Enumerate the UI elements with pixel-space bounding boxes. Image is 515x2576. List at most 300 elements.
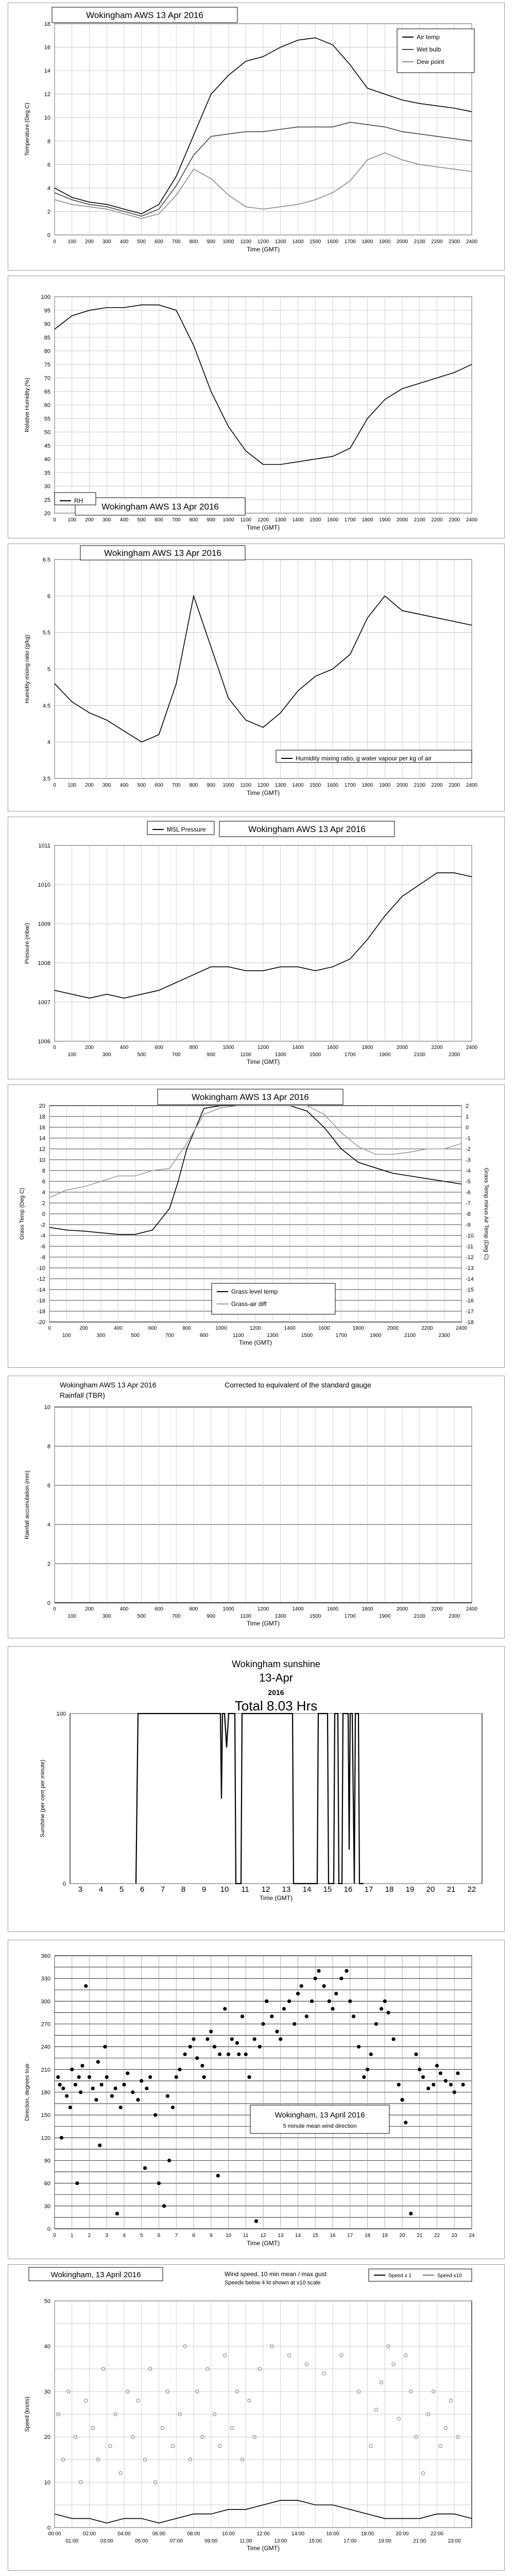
x-tick-label: 800 <box>189 517 198 523</box>
y-axis-label: Sunshine (per cent per minute) <box>40 1759 46 1838</box>
x-axis-label: Time (GMT) <box>246 789 280 796</box>
legend-entry-wet-bulb: Wet bulb <box>417 46 441 53</box>
x-tick-label: 1900 <box>379 1614 391 1619</box>
y-tick-label: 65 <box>44 388 50 395</box>
x-tick-label: 2400 <box>466 239 478 245</box>
data-point <box>339 1977 343 1980</box>
y2-tick-label: -8 <box>466 1211 471 1217</box>
x-tick-label: 2000 <box>396 1606 408 1612</box>
x-tick-label: 1600 <box>327 517 339 523</box>
x-tick-label: 1000 <box>222 1045 234 1050</box>
x-axis-label: Time (GMT) <box>246 2240 280 2247</box>
x-tick-label: 2400 <box>466 783 478 788</box>
y-tick-label: 18 <box>39 1114 45 1120</box>
wind-direction-chart-panel <box>8 1940 505 2259</box>
x-tick-label: 7 <box>160 1885 165 1894</box>
x-tick-label: 15 <box>312 2233 318 2239</box>
data-point <box>404 2121 407 2124</box>
x-tick-label: 11 <box>241 1885 249 1894</box>
x-tick-label: 2200 <box>431 1606 443 1612</box>
x-tick-label: 900 <box>207 239 216 245</box>
x-tick-label: 2200 <box>431 517 443 523</box>
wind-speed-chart <box>8 2265 504 2570</box>
y-tick-label: 0 <box>47 2525 50 2531</box>
data-point <box>310 1999 314 2003</box>
x-tick-label: 1900 <box>379 517 391 523</box>
y-tick-label: 1010 <box>38 882 50 888</box>
x-tick-label: 1900 <box>379 1052 391 1058</box>
x-tick-label: 17 <box>347 2233 353 2239</box>
x-tick-label: 0 <box>53 1045 56 1050</box>
x-tick-label: 17 <box>364 1885 373 1894</box>
data-point <box>119 2106 123 2109</box>
y-tick-label: -8 <box>40 1255 45 1261</box>
y-tick-label: 20 <box>44 511 50 517</box>
x-tick-label: 02:00 <box>82 2531 96 2537</box>
x-tick-label: 4 <box>123 2233 126 2239</box>
y-tick-label: 40 <box>44 2344 50 2350</box>
x-tick-label: 0 <box>53 517 56 523</box>
y-tick-label: 5.5 <box>42 630 50 636</box>
x-tick-label: 2100 <box>414 517 425 523</box>
data-point <box>153 2113 157 2117</box>
x-axis-label: Time (GMT) <box>246 246 280 253</box>
data-point <box>435 2064 439 2067</box>
x-tick-label: 1000 <box>222 1606 234 1612</box>
y-tick-label: 10 <box>39 1157 45 1163</box>
x-tick-label: 900 <box>199 1333 209 1338</box>
chart-year: 2016 <box>268 1688 284 1697</box>
y-tick-label: 6 <box>42 1179 45 1185</box>
y-tick-label: 70 <box>44 375 50 382</box>
data-point <box>369 2053 373 2056</box>
data-point <box>397 2083 401 2087</box>
x-tick-label: 1100 <box>240 517 252 523</box>
data-point <box>171 2106 175 2109</box>
x-tick-label: 900 <box>207 1052 216 1058</box>
x-tick-label: 17:00 <box>344 2538 357 2544</box>
x-tick-label: 19 <box>405 1885 415 1894</box>
x-tick-label: 400 <box>119 239 129 245</box>
y-tick-label: 90 <box>44 2158 50 2164</box>
x-tick-label: 1100 <box>232 1333 244 1338</box>
data-point <box>136 2098 140 2102</box>
x-tick-label: 100 <box>67 517 77 523</box>
data-point <box>205 2037 209 2041</box>
y2-tick-label: -7 <box>466 1200 471 1207</box>
pressure-chart-panel <box>8 817 505 1079</box>
data-point <box>84 1984 88 1988</box>
y2-tick-label: -5 <box>466 1179 471 1185</box>
y2-tick-label: -11 <box>466 1244 474 1250</box>
wind-speed-chart-panel <box>8 2264 505 2571</box>
x-tick-label: 21 <box>447 1885 456 1894</box>
data-point <box>421 2075 425 2079</box>
y-tick-label: 6.5 <box>42 557 50 563</box>
data-point <box>216 2174 220 2177</box>
x-tick-label: 100 <box>62 1333 71 1338</box>
y-axis-label: Speed (knots) <box>24 2396 30 2432</box>
mixing-ratio-chart <box>8 544 504 811</box>
data-point <box>209 2030 213 2033</box>
y-tick-label: 8 <box>42 1168 45 1174</box>
grass-chart <box>8 1085 504 1367</box>
legend <box>369 2269 472 2281</box>
y-tick-label: 210 <box>41 2066 50 2073</box>
data-point <box>453 2090 456 2094</box>
chart-subtitle: Rainfall (TBR) <box>60 1391 105 1399</box>
data-point <box>148 2075 152 2079</box>
x-axis-label: Time (GMT) <box>246 1058 280 1065</box>
x-tick-label: 0 <box>53 2233 56 2239</box>
data-point <box>79 2090 82 2094</box>
x-tick-label: 400 <box>113 1326 123 1331</box>
data-point <box>258 2045 262 2048</box>
x-tick-label: 2400 <box>455 1326 468 1331</box>
y2-tick-label: -18 <box>466 1319 474 1326</box>
data-point <box>357 2045 360 2048</box>
x-tick-label: 13 <box>278 2233 284 2239</box>
data-point <box>386 2011 390 2014</box>
data-point <box>235 2041 239 2045</box>
data-point <box>227 2053 230 2056</box>
x-tick-label: 400 <box>119 1045 129 1050</box>
x-tick-label: 1700 <box>344 783 356 788</box>
x-tick-label: 1800 <box>362 1045 373 1050</box>
x-tick-label: 1700 <box>335 1333 347 1338</box>
x-tick-label: 07:00 <box>169 2538 183 2544</box>
y-tick-label: 6 <box>47 1483 50 1489</box>
x-tick-label: 500 <box>137 517 146 523</box>
data-point <box>345 1969 348 1973</box>
data-point <box>103 2045 107 2048</box>
data-point <box>126 2072 129 2075</box>
x-tick-label: 2100 <box>414 239 425 245</box>
x-tick-label: 23 <box>451 2233 457 2239</box>
y-tick-label: 6 <box>47 162 50 168</box>
data-point <box>247 2075 251 2079</box>
x-tick-label: 6 <box>157 2233 161 2239</box>
x-axis-label: Time (GMT) <box>246 524 280 531</box>
x-tick-label: 700 <box>171 517 181 523</box>
data-point <box>60 2136 63 2140</box>
y2-tick-label: -4 <box>466 1168 471 1174</box>
y-tick-label: 2 <box>42 1200 45 1207</box>
y2-tick-label: -14 <box>466 1276 474 1282</box>
data-point <box>218 2053 221 2056</box>
data-point <box>195 2056 199 2060</box>
data-point <box>167 2159 171 2162</box>
x-tick-label: 600 <box>154 1606 163 1612</box>
y-tick-label: 2 <box>47 1561 50 1567</box>
x-tick-label: 600 <box>154 783 163 788</box>
y-tick-label: 240 <box>41 2044 50 2050</box>
x-tick-label: 19:00 <box>378 2538 391 2544</box>
x-tick-label: 1700 <box>344 239 356 245</box>
x-tick-label: 18 <box>385 1885 394 1894</box>
y-axis-label: Relative Humidity (%) <box>24 378 30 432</box>
x-tick-label: 900 <box>207 1614 216 1619</box>
y-tick-label: -6 <box>40 1244 45 1250</box>
data-point <box>261 2022 265 2026</box>
data-point <box>188 2045 192 2048</box>
data-point <box>140 2079 143 2082</box>
data-point <box>392 2037 396 2041</box>
x-tick-label: 1600 <box>327 783 339 788</box>
x-tick-label: 600 <box>154 1045 163 1050</box>
y-tick-label: 60 <box>44 2180 50 2187</box>
data-point <box>449 2083 453 2087</box>
x-tick-label: 1000 <box>215 1326 227 1331</box>
y-axis-label: Temperature (Deg C) <box>24 103 30 156</box>
x-tick-label: 1600 <box>327 1606 339 1612</box>
data-point <box>200 2064 204 2067</box>
data-point <box>202 2075 206 2079</box>
x-tick-label: 15:00 <box>308 2538 322 2544</box>
x-tick-label: 10:00 <box>221 2531 235 2537</box>
x-tick-label: 400 <box>119 1606 129 1612</box>
y-tick-label: 20 <box>39 1103 45 1109</box>
chart-title: Wokingham sunshine <box>232 1659 320 1669</box>
data-point <box>314 1977 317 1980</box>
x-tick-label: 2200 <box>421 1326 433 1331</box>
x-tick-label: 300 <box>102 1614 111 1619</box>
x-tick-label: 5 <box>119 1885 124 1894</box>
y-tick-label: 8 <box>47 138 50 145</box>
data-point <box>418 2067 421 2071</box>
data-point <box>91 2087 95 2090</box>
data-point <box>94 2098 98 2102</box>
x-tick-label: 100 <box>67 1614 77 1619</box>
data-point <box>253 2037 256 2041</box>
y-tick-label: 14 <box>39 1136 45 1142</box>
data-point <box>362 2075 366 2079</box>
x-tick-label: 1200 <box>257 783 269 788</box>
y-tick-label: 150 <box>41 2112 50 2119</box>
x-tick-label: 300 <box>102 1052 111 1058</box>
y-tick-label: 1009 <box>38 921 50 927</box>
y2-tick-label: -2 <box>466 1146 471 1153</box>
y-tick-label: 0 <box>47 1600 50 1606</box>
data-point <box>122 2083 126 2087</box>
x-tick-label: 800 <box>189 1606 198 1612</box>
x-tick-label: 2300 <box>438 1333 450 1338</box>
y-tick-label: 12 <box>44 91 50 98</box>
rainfall-chart <box>8 1376 504 1638</box>
legend-entry-grass-air-diff: Grass-air diff <box>231 1300 267 1308</box>
data-point <box>244 2053 248 2056</box>
data-point <box>192 2037 195 2041</box>
y-tick-label: 4 <box>42 1190 45 1196</box>
chart-title-secondary: Wind speed, 10 min mean / max gust <box>225 2270 327 2278</box>
x-tick-label: 200 <box>85 517 94 523</box>
x-tick-label: 1900 <box>379 239 391 245</box>
x-tick-label: 16 <box>330 2233 336 2239</box>
x-tick-label: 18:00 <box>360 2531 374 2537</box>
x-tick-label: 01:00 <box>65 2538 79 2544</box>
y-tick-label: 95 <box>44 308 50 314</box>
x-tick-label: 1200 <box>257 239 269 245</box>
y-tick-label: 0 <box>42 1211 45 1217</box>
x-tick-label: 4 <box>98 1885 104 1894</box>
data-point <box>98 2143 101 2147</box>
y-axis-label: Rainfall accumulation (mm) <box>24 1470 30 1539</box>
legend-entry-air-temp: Air temp <box>417 33 440 41</box>
x-tick-label: 20 <box>399 2233 405 2239</box>
legend <box>55 493 96 505</box>
y-tick-label: 14 <box>44 68 50 75</box>
data-point <box>75 2181 79 2185</box>
sunshine-chart <box>8 1647 504 1931</box>
legend-entry-rh: RH <box>74 497 83 504</box>
data-point <box>114 2087 117 2090</box>
data-point <box>183 2053 187 2056</box>
x-tick-label: 1800 <box>362 517 373 523</box>
x-tick-label: 13 <box>282 1885 291 1894</box>
y2-tick-label: -9 <box>466 1222 471 1228</box>
x-tick-label: 2100 <box>414 1052 425 1058</box>
x-tick-label: 700 <box>171 1614 181 1619</box>
data-point <box>110 2094 114 2098</box>
x-tick-label: 1300 <box>274 1052 286 1058</box>
x-tick-label: 1200 <box>257 1606 269 1612</box>
x-tick-label: 1200 <box>257 517 269 523</box>
x-tick-label: 8 <box>181 1885 186 1894</box>
data-point <box>131 2090 134 2094</box>
data-point <box>88 2075 91 2079</box>
y-tick-label: 100 <box>56 1711 66 1717</box>
x-tick-label: 900 <box>207 783 216 788</box>
y-axis-label: Pressure (mbar) <box>24 923 30 964</box>
y-tick-label: 85 <box>44 334 50 341</box>
y-tick-label: 360 <box>41 1953 50 1959</box>
legend-entry-grass-level-temp: Grass level temp <box>231 1288 278 1295</box>
x-tick-label: 20 <box>426 1885 435 1894</box>
legend <box>212 1283 335 1314</box>
x-tick-label: 300 <box>102 239 111 245</box>
x-tick-label: 3 <box>105 2233 109 2239</box>
data-point <box>426 2087 430 2090</box>
x-tick-label: 15 <box>323 1885 332 1894</box>
data-point <box>74 2083 77 2087</box>
y-tick-label: 10 <box>44 1404 50 1411</box>
mixing-ratio-chart-panel <box>8 544 505 811</box>
x-tick-label: 10 <box>220 1885 229 1894</box>
x-tick-label: 2200 <box>431 1045 443 1050</box>
x-tick-label: 500 <box>137 1052 146 1058</box>
y-tick-label: 1007 <box>38 999 50 1006</box>
chart-title: Wokingham AWS 13 Apr 2016 <box>101 502 219 512</box>
y-tick-label: 0 <box>47 2226 50 2232</box>
x-tick-label: 1300 <box>274 783 286 788</box>
y-tick-label: 100 <box>41 294 50 300</box>
data-point <box>400 2098 404 2102</box>
data-point <box>70 2067 74 2071</box>
x-tick-label: 9 <box>209 2233 213 2239</box>
y2-tick-label: 2 <box>466 1103 469 1109</box>
x-tick-label: 2000 <box>396 239 408 245</box>
x-tick-label: 22 <box>434 2233 440 2239</box>
x-tick-label: 600 <box>148 1326 157 1331</box>
x-tick-label: 900 <box>207 517 216 523</box>
y-tick-label: 4 <box>47 185 50 192</box>
data-point <box>68 2106 72 2109</box>
y2-tick-label: -6 <box>466 1190 471 1196</box>
sunshine-total: Total 8.03 Hrs <box>234 1698 318 1714</box>
x-tick-label: 0 <box>53 783 56 788</box>
x-tick-label: 1300 <box>274 239 286 245</box>
x-tick-label: 500 <box>137 239 146 245</box>
x-tick-label: 00:00 <box>48 2531 61 2537</box>
y-tick-label: 50 <box>44 429 50 436</box>
x-tick-label: 1100 <box>240 239 252 245</box>
chart-subtitle: 5 minute mean wind direction <box>283 2123 357 2129</box>
y2-tick-label: -12 <box>466 1255 474 1261</box>
data-point <box>162 2204 166 2208</box>
x-tick-label: 300 <box>96 1333 106 1338</box>
y-tick-label: 0 <box>62 1881 66 1887</box>
x-tick-label: 13:00 <box>274 2538 287 2544</box>
y-tick-label: 5 <box>47 666 50 673</box>
data-point <box>383 1999 387 2003</box>
data-point <box>100 2083 104 2087</box>
data-point <box>409 2212 413 2215</box>
x-tick-label: 7 <box>175 2233 178 2239</box>
chart-title: Wokingham AWS 13 Apr 2016 <box>60 1381 157 1389</box>
y2-axis-label: Grass Temp minus Air Temp (Deg C) <box>483 1167 489 1260</box>
x-tick-label: 06:00 <box>152 2531 166 2537</box>
data-point <box>105 2075 109 2079</box>
x-tick-label: 14 <box>295 2233 301 2239</box>
x-tick-label: 0 <box>48 1326 51 1331</box>
x-tick-label: 2000 <box>387 1326 399 1331</box>
x-tick-label: 0 <box>53 239 56 245</box>
y-axis-label: Humidity mixing ratio (g/kg) <box>24 634 30 704</box>
chart-title-secondary: Corrected to equivalent of the standard gauge <box>225 1381 371 1389</box>
x-tick-label: 700 <box>171 783 181 788</box>
data-point <box>293 2022 296 2026</box>
x-tick-label: 08:00 <box>187 2531 200 2537</box>
chart-title: Wokingham AWS 13 Apr 2016 <box>248 824 366 834</box>
y-tick-label: 20 <box>44 2434 50 2441</box>
y-tick-label: -2 <box>40 1222 45 1228</box>
x-tick-label: 2000 <box>396 517 408 523</box>
x-tick-label: 21:00 <box>413 2538 426 2544</box>
x-tick-label: 200 <box>85 1045 94 1050</box>
y-tick-label: 25 <box>44 497 50 503</box>
legend <box>147 821 214 835</box>
y-axis-label: Grass Temp (Deg C) <box>19 1188 25 1240</box>
x-tick-label: 12 <box>260 2233 266 2239</box>
x-tick-label: 1400 <box>292 239 304 245</box>
x-tick-label: 200 <box>85 783 94 788</box>
legend-entry-dew-point: Dew point <box>417 58 444 65</box>
y-tick-label: -12 <box>37 1276 45 1282</box>
x-tick-label: 700 <box>171 1052 181 1058</box>
legend-entry-msl-pressure: MSL Pressure <box>167 826 206 833</box>
y-tick-label: -16 <box>37 1298 45 1304</box>
y-tick-label: 1008 <box>38 960 50 967</box>
x-tick-label: 1600 <box>318 1326 330 1331</box>
y-tick-label: 30 <box>44 2203 50 2210</box>
data-point <box>287 1999 291 2003</box>
y2-tick-label: -13 <box>466 1265 474 1272</box>
x-tick-label: 1400 <box>292 517 304 523</box>
x-tick-label: 8 <box>192 2233 195 2239</box>
y-tick-label: 10 <box>44 2480 50 2486</box>
x-tick-label: 12 <box>261 1885 270 1894</box>
x-tick-label: 1100 <box>240 783 252 788</box>
